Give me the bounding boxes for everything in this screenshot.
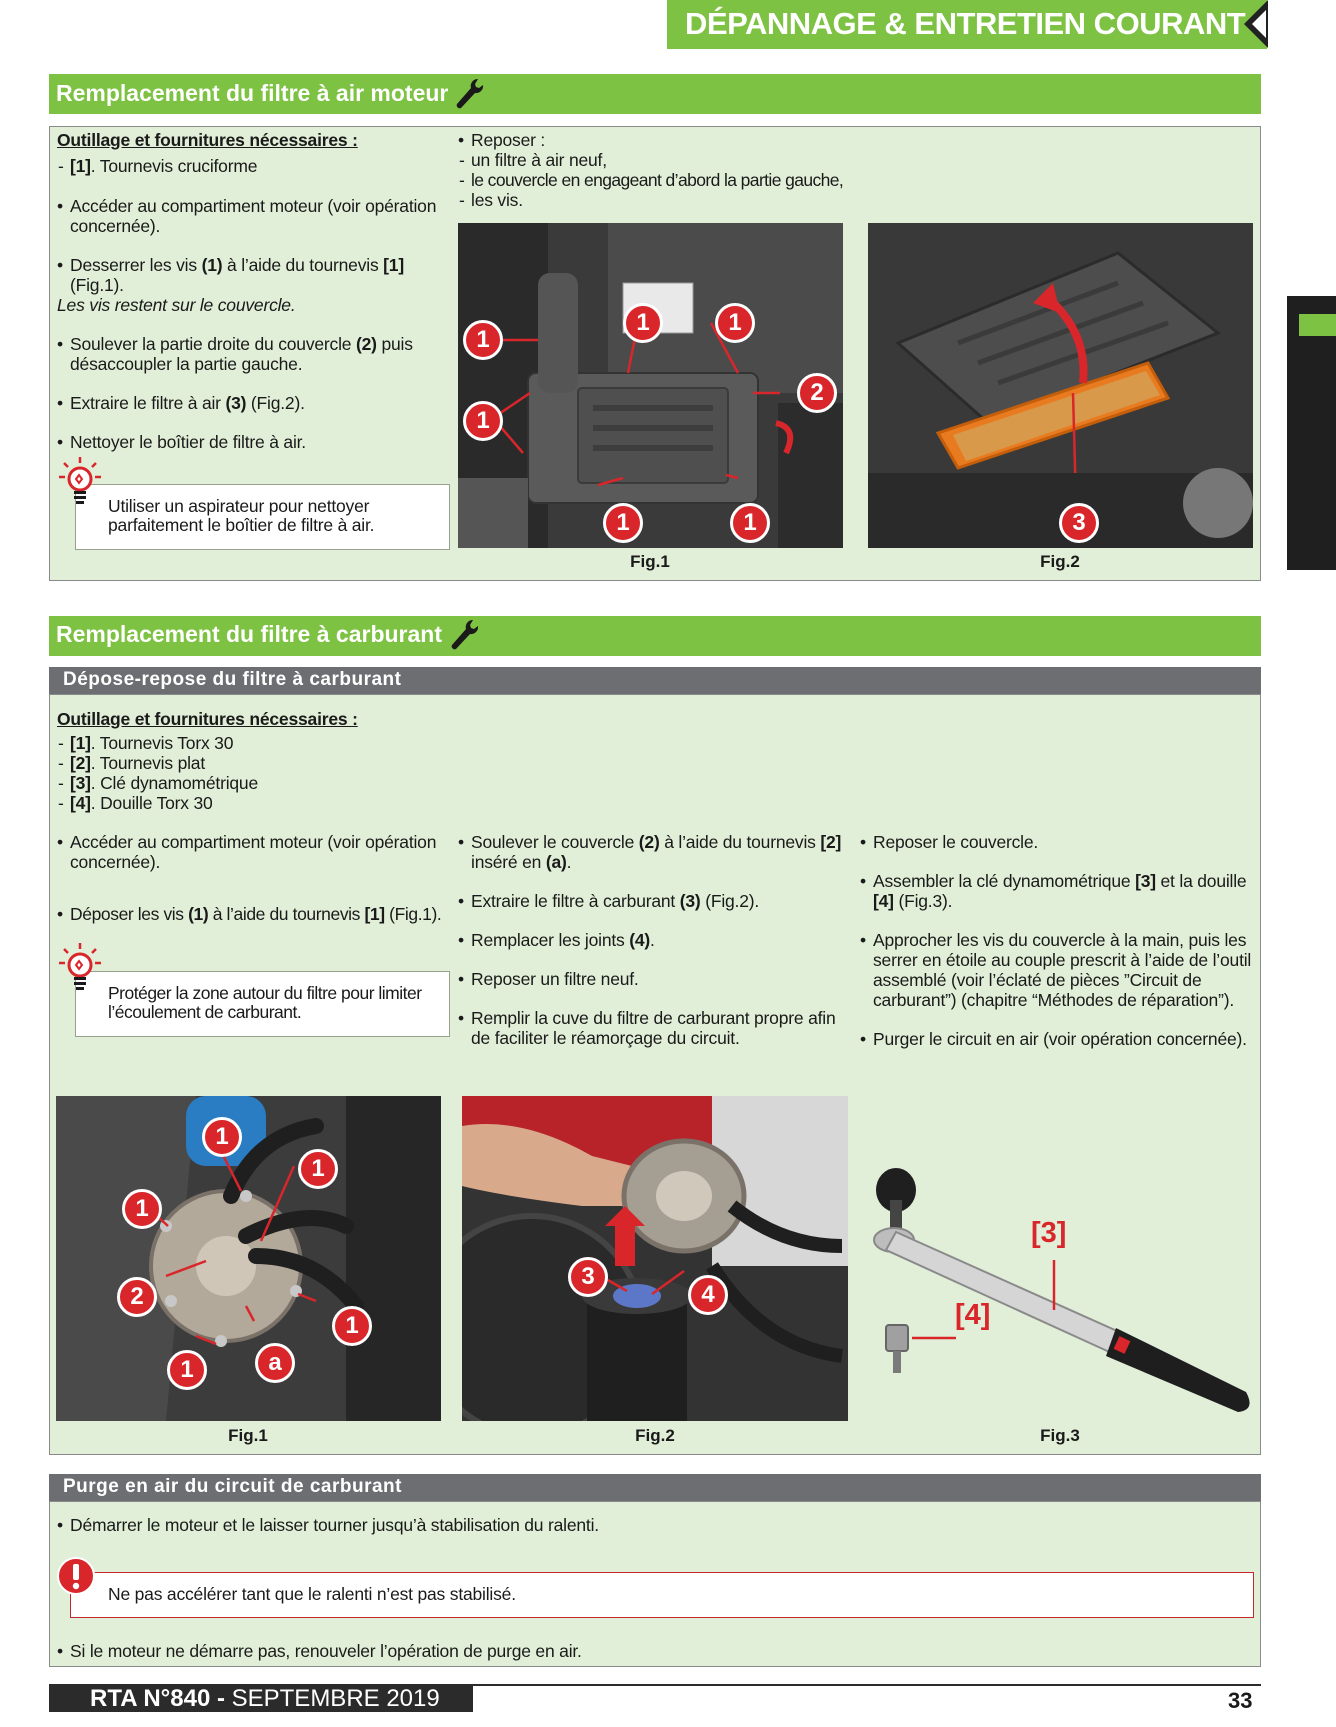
step-note: Les vis restent sur le couvercle. xyxy=(57,295,296,315)
engine-bay-illustration xyxy=(458,223,843,548)
callout-badge: 1 xyxy=(463,401,503,441)
photo-air-filter-housing xyxy=(458,223,843,548)
tool-item xyxy=(57,156,450,176)
figure-caption: Fig.2 xyxy=(635,1426,675,1445)
header-title: DÉPANNAGE & ENTRETIEN COURANT xyxy=(685,6,1246,41)
callout-badge: 1 xyxy=(730,503,770,543)
tool-item: - [2]. Tournevis plat xyxy=(57,753,417,773)
tool-ref: [1] xyxy=(70,156,91,176)
page-number: 33 xyxy=(1228,1688,1253,1713)
air-filter-instructions xyxy=(57,130,450,452)
header-arrow-inner xyxy=(1252,10,1266,38)
figure-caption: Fig.1 xyxy=(228,1426,268,1445)
step-extract-filter: • Extraire le filtre à air (3) (Fig.2). xyxy=(57,393,450,413)
repose-heading: • Reposer : xyxy=(458,130,878,150)
repose-instructions xyxy=(458,130,878,210)
step-install-filter: • Reposer un filtre neuf. xyxy=(458,969,851,989)
repose-item: - les vis. xyxy=(458,190,878,210)
callout-badge: 1 xyxy=(298,1149,338,1189)
step-lift-cover: • Soulever la partie droite du couvercle (2) puis désaccoupler la partie gauche. xyxy=(57,334,450,374)
lightbulb-tip-icon xyxy=(56,455,104,507)
purge-step-start xyxy=(57,1515,1237,1535)
warning-icon xyxy=(56,1556,96,1596)
fuel-col3-steps xyxy=(860,832,1253,1049)
subsection-title-purge: Purge en air du circuit de carburant xyxy=(63,1476,402,1497)
torque-wrench-illustration xyxy=(866,1160,1256,1420)
tool-text: . Tournevis cruciforme xyxy=(90,156,258,176)
callout-label: [3] xyxy=(1031,1217,1067,1249)
step-tighten-screws: • Approcher les vis du couvercle à la main, puis les serrer en étoile au couple prescrit à l’aide de l’outil assemblé (voir l’éclaté de pièces ”Circuit de carburant”) (chapitre “Méthodes de réparation”). xyxy=(860,930,1253,1010)
fuel-col1-steps xyxy=(57,832,450,924)
callout-badge: 1 xyxy=(463,320,503,360)
figure-caption: Fig.2 xyxy=(1040,552,1080,571)
chapter-side-tab xyxy=(1287,296,1336,570)
callout-badge: 2 xyxy=(797,373,837,413)
wrench-icon xyxy=(449,618,479,652)
step-loosen-screws: • Desserrer les vis (1) à l’aide du tournevis [1] (Fig.1). xyxy=(57,255,450,295)
tools-heading: Outillage et fournitures nécessaires : xyxy=(57,709,358,729)
callout-badge: 3 xyxy=(568,1257,608,1297)
callout-badge: 2 xyxy=(117,1277,157,1317)
fuel-col2-steps xyxy=(458,832,851,1048)
lightbulb-tip-icon xyxy=(56,941,104,993)
figure-caption: Fig.3 xyxy=(1040,1426,1080,1445)
warning-text: Ne pas accélérer tant que le ralenti n’est pas stabilisé. xyxy=(108,1584,516,1604)
filter-removal-illustration xyxy=(868,223,1253,548)
photo-air-filter-removal xyxy=(868,223,1253,548)
callout-badge: 1 xyxy=(122,1189,162,1229)
callout-badge: 1 xyxy=(332,1306,372,1346)
callout-badge: 1 xyxy=(202,1117,242,1157)
tool-item: - [3]. Clé dynamométrique xyxy=(57,773,417,793)
fuel-filter-cover-illustration xyxy=(56,1096,441,1421)
chapter-side-tab-marker xyxy=(1299,314,1336,336)
figure-caption: Fig.1 xyxy=(630,552,670,571)
photo-fuel-filter-extraction xyxy=(462,1096,848,1421)
tool-item: - [4]. Douille Torx 30 xyxy=(57,793,417,813)
step-remove-screws: • Déposer les vis (1) à l’aide du tournevis [1] (Fig.1). xyxy=(57,904,450,924)
callout-badge: 3 xyxy=(1059,503,1099,543)
fuel-tools-list xyxy=(57,709,417,813)
step-clean-housing: • Nettoyer le boîtier de filtre à air. xyxy=(57,432,450,452)
step-refit-cover: • Reposer le couvercle. xyxy=(860,832,1253,852)
step-access: • Accéder au compartiment moteur (voir opération concernée). xyxy=(57,196,450,236)
step-access: • Accéder au compartiment moteur (voir opération concernée). xyxy=(57,832,450,872)
step-bleed-circuit: • Purger le circuit en air (voir opération concernée). xyxy=(860,1029,1253,1049)
section-title-air-filter: Remplacement du filtre à air moteur xyxy=(56,80,449,106)
callout-label: [4] xyxy=(955,1299,991,1331)
callout-badge: a xyxy=(255,1343,295,1383)
tools-heading: Outillage et fournitures nécessaires : xyxy=(57,130,358,150)
purge-step-text: • Si le moteur ne démarre pas, renouveler l’opération de purge en air. xyxy=(57,1641,1237,1661)
callout-badge: 1 xyxy=(623,303,663,343)
footer-date: SEPTEMBRE 2019 xyxy=(231,1685,440,1712)
tip-text: Protéger la zone autour du filtre pour limiter l’écoulement de carburant. xyxy=(108,983,422,1022)
callout-badge: 1 xyxy=(603,503,643,543)
tool-item: - [1]. Tournevis Torx 30 xyxy=(57,733,417,753)
repose-item: - le couvercle en engageant d’abord la partie gauche, xyxy=(458,170,878,190)
step-fill-tank: • Remplir la cuve du filtre de carburant propre afin de faciliter le réamorçage du circuit. xyxy=(458,1008,851,1048)
step-replace-seals: • Remplacer les joints (4). xyxy=(458,930,851,950)
step-assemble-tool: • Assembler la clé dynamométrique [3] et la douille [4] (Fig.3). xyxy=(860,871,1253,911)
callout-badge: 4 xyxy=(688,1275,728,1315)
wrench-icon xyxy=(454,77,484,111)
callout-badge: 1 xyxy=(715,303,755,343)
fuel-filter-extraction-illustration xyxy=(462,1096,848,1421)
subsection-title-removal: Dépose-repose du filtre à carburant xyxy=(63,669,402,690)
purge-step-retry xyxy=(57,1641,1237,1661)
tip-text: Utiliser un aspirateur pour nettoyer parfaitement le boîtier de filtre à air. xyxy=(108,496,375,535)
section-title-fuel-filter: Remplacement du filtre à carburant xyxy=(56,621,442,647)
step-extract-fuel-filter: • Extraire le filtre à carburant (3) (Fig.2). xyxy=(458,891,851,911)
purge-step-text: • Démarrer le moteur et le laisser tourner jusqu’à stabilisation du ralenti. xyxy=(57,1515,1237,1535)
repose-item: - un filtre à air neuf, xyxy=(458,150,878,170)
callout-badge: 1 xyxy=(167,1350,207,1390)
footer-issue: RTA N°840 - xyxy=(90,1685,232,1712)
step-lift-cover: • Soulever le couvercle (2) à l’aide du tournevis [2] inséré en (a). xyxy=(458,832,851,872)
photo-fuel-filter-cover xyxy=(56,1096,441,1421)
footer-magazine xyxy=(90,1686,440,1712)
